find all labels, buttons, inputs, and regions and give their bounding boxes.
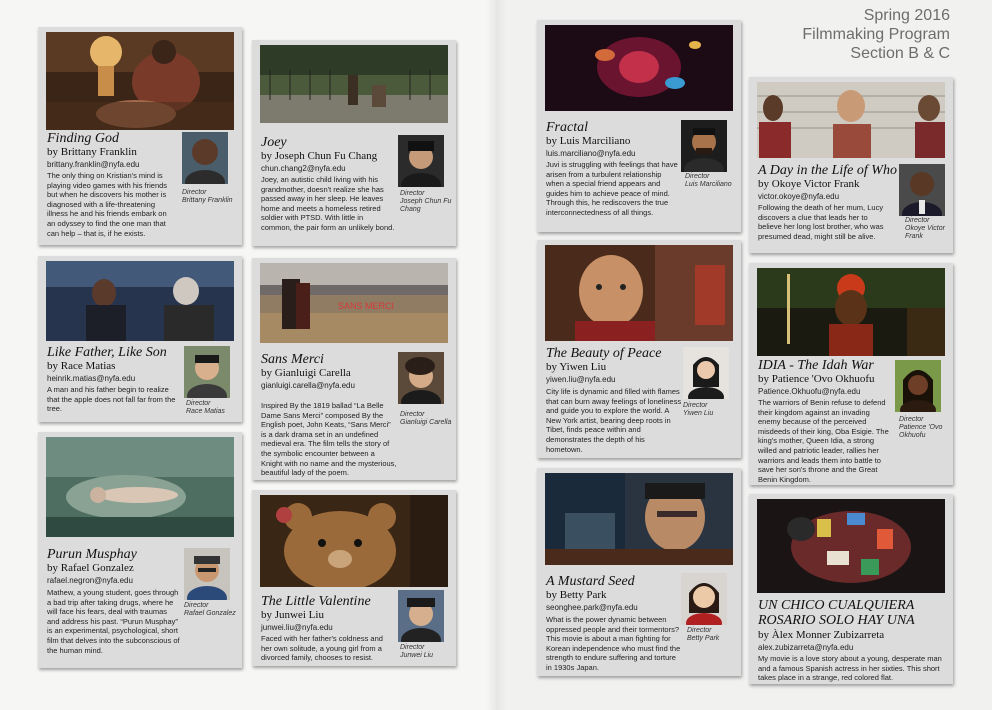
- film-card-finding-god: [38, 27, 242, 245]
- film-still: [260, 263, 448, 343]
- film-email: yiwen.liu@nyfa.edu: [546, 375, 616, 384]
- director-name: Luis Marciliano: [685, 181, 732, 188]
- director-name: Brittany Franklin: [182, 197, 233, 204]
- film-card-purun-musphay: [38, 432, 242, 668]
- director-portrait: [681, 120, 727, 172]
- film-director-byline: by Junwei Liu: [261, 609, 324, 621]
- film-email: gianluigi.carella@nyfa.edu: [261, 381, 355, 390]
- film-title-line2: ROSARIO SOLO HAY UNA: [758, 613, 915, 628]
- film-email: alex.zubizarreta@nyfa.edu: [758, 643, 854, 652]
- film-director-byline: by Rafael Gonzalez: [47, 562, 134, 574]
- film-description: My movie is a love story about a young, desperate man and a famous Spanish actress in her sixties. This short takes place in a strange, red colored flat.: [758, 654, 942, 683]
- film-email: brittany.franklin@nyfa.edu: [47, 160, 140, 169]
- film-director-byline: by Yiwen Liu: [546, 361, 607, 373]
- svg-text:SANS MERCI: SANS MERCI: [338, 301, 395, 311]
- director-name: Okoye Victor Frank: [905, 225, 945, 240]
- film-still: [46, 261, 234, 341]
- film-description: The warriors of Benin refuse to defend their kingdom against an invading enemy because of the perceived misdeeds of their king, Oba Esigie. The king's mother, Queen Idia, a strong willed and patriotic leader, rallies her warriors and leads them into battle to save her son's throne and the Great Benin Kingdom.: [758, 398, 889, 484]
- film-card-like-father-like-son: [38, 256, 242, 422]
- director-label: Director Betty Park: [687, 627, 737, 643]
- film-still: [260, 45, 448, 123]
- film-description: Juvi is struggling with feelings that have arisen from a turbulent relationship when a special friend appears and guides him to achieve peace of mind. Through this, he rediscovers the true interconnectedness of all things.: [546, 160, 678, 217]
- director-label: Director Brittany Franklin: [182, 189, 238, 205]
- film-card-un-chico-cualquiera: [749, 494, 953, 684]
- film-director-byline: by Gianluigi Carella: [261, 367, 351, 379]
- director-portrait: [184, 346, 230, 398]
- header-section: Section B & C: [850, 45, 950, 62]
- director-label: Director Race Matias: [186, 400, 240, 416]
- director-portrait: [895, 360, 941, 412]
- film-title: Purun Musphay: [47, 547, 137, 562]
- director-portrait: [184, 548, 230, 600]
- film-description: Mathew, a young student, goes through a bad trip after taking drugs, where he will face his fears, deal with traumas and address his past. “Purun Musphay” is an experimental, psychological, short film that delves into the subconscious of the human mind.: [47, 588, 180, 655]
- film-description: Inspired By the 1819 ballad “La Belle Dame Sans Merci” composed By the English poet, John Keats, “Sans Merci” is a dark drama set in an undefined medieval era. The film tells the story of the symbolic encounter between a Knight with no name and the mysterious, beautiful lady of the poem.: [261, 401, 397, 478]
- director-name: Junwei Liu: [400, 652, 434, 659]
- film-description: Joey, an autistic child living with his grandmother, doesn't realize she has passed away in her sleep. He leaves home and meets a homeless retired soldier with PTSD. With little in common, the pair form an unlikely bond.: [261, 175, 395, 232]
- film-title: A Day in the Life of Who: [758, 163, 897, 178]
- film-email: junwei.liu@nyfa.edu: [261, 623, 333, 632]
- page-gutter: [486, 0, 506, 710]
- director-label: Director Patience 'Ovo Okhuofu: [899, 416, 951, 440]
- director-portrait: [683, 347, 729, 399]
- director-portrait: [681, 573, 727, 625]
- film-description: Faced with her father's coldness and her own solitude, a young girl from a divorced family, chooses to resist.: [261, 634, 383, 663]
- film-card-sans-merci: [252, 258, 456, 480]
- film-email: Patience.Okhuofu@nyfa.edu: [758, 387, 861, 396]
- film-description: A man and his father begin to realize that the apple does not fall far from the tree.: [47, 385, 176, 414]
- film-still: [757, 499, 945, 593]
- director-portrait: [398, 590, 444, 642]
- director-name: Rafael Gonzalez: [184, 610, 236, 617]
- film-description: City life is dynamic and filled with flames that can burn away feelings of loneliness and guide you to explore the world. A New York artist, bearing deep roots in Tibet, finds peace within and demonstrates the depth of his hometown.: [546, 387, 682, 454]
- director-label: Director Joseph Chun Fu Chang: [400, 190, 452, 213]
- director-name: Betty Park: [687, 635, 720, 642]
- film-still: [46, 437, 234, 537]
- director-portrait: [899, 164, 945, 216]
- film-director-byline: by Race Matias: [47, 360, 116, 372]
- film-description: What is the power dynamic between oppressed people and their tormentors? This movie is about a man fighting for Korean independence who must find the strength to endure suffering and torture in 1930s Japan.: [546, 615, 681, 672]
- film-title: A Mustard Seed: [546, 574, 635, 589]
- director-name: Joseph Chun Fu Chang: [400, 198, 452, 213]
- film-director-byline: by Patience 'Ovo Okhuofu: [758, 373, 875, 385]
- film-title: The Beauty of Peace: [546, 346, 662, 361]
- film-title: Fractal: [546, 120, 588, 135]
- film-email: victor.okoye@nyfa.edu: [758, 192, 840, 201]
- film-still: [545, 25, 733, 111]
- director-portrait: [398, 352, 444, 404]
- film-still: [545, 245, 733, 341]
- film-still: [260, 495, 448, 587]
- director-label: Director Luis Marciliano: [685, 173, 739, 189]
- film-email: chun.chang2@nyfa.edu: [261, 164, 346, 173]
- director-label: Director Gianluigi Carella: [400, 411, 454, 427]
- film-description: Following the death of her mum, Lucy discovers a clue that leads her to believe her long lost brother, who was presumed dead, might still be alive.: [758, 203, 884, 241]
- director-label: Director Junwei Liu: [400, 644, 454, 660]
- film-director-byline: by Betty Park: [546, 589, 607, 601]
- film-email: luis.marciliano@nyfa.edu: [546, 149, 636, 158]
- director-name: Gianluigi Carella: [400, 419, 452, 426]
- film-title: Sans Merci: [261, 352, 324, 367]
- film-card-little-valentine: [252, 490, 456, 666]
- film-still: [545, 473, 733, 565]
- film-director-byline: by Àlex Monner Zubizarreta: [758, 629, 885, 641]
- director-label: Director Okoye Victor Frank: [905, 217, 953, 241]
- director-portrait: [182, 132, 228, 184]
- film-card-fractal: [537, 20, 741, 232]
- film-title: Joey: [261, 135, 287, 150]
- film-email: seonghee.park@nyfa.edu: [546, 603, 638, 612]
- film-director-byline: by Joseph Chun Fu Chang: [261, 150, 378, 162]
- film-title: IDIA - The Idah War: [758, 358, 874, 373]
- film-description: The only thing on Kristian's mind is playing video games with his friends but when he discovers his mother is diagnosed with a life-threatening illness he and his friends embark on an odyssey to find the one man that can help – that is, if he exists.: [47, 171, 168, 238]
- director-name: Patience 'Ovo Okhuofu: [899, 424, 943, 439]
- film-title-line1: UN CHICO CUALQUIERA: [758, 598, 915, 613]
- film-still: [46, 32, 234, 130]
- director-name: Yiwen Liu: [683, 410, 714, 417]
- header-term: Spring 2016: [863, 7, 950, 24]
- film-director-byline: by Luis Marciliano: [546, 135, 631, 147]
- film-title: Finding God: [47, 131, 119, 146]
- film-still: [757, 268, 945, 356]
- director-label: Director Rafael Gonzalez: [184, 602, 240, 618]
- film-card-joey: [252, 40, 456, 246]
- film-still: [757, 82, 945, 158]
- director-label: Director Yiwen Liu: [683, 402, 739, 418]
- header-program: Filmmaking Program: [802, 26, 950, 43]
- film-title: Like Father, Like Son: [47, 345, 167, 360]
- film-email: rafael.negron@nyfa.edu: [47, 576, 133, 585]
- director-name: Race Matias: [186, 408, 225, 415]
- film-title: The Little Valentine: [261, 594, 371, 609]
- film-card-beauty-of-peace: [537, 240, 741, 458]
- program-header: [802, 6, 950, 63]
- film-director-byline: by Okoye Victor Frank: [758, 178, 860, 190]
- director-portrait: [398, 135, 444, 187]
- film-director-byline: by Brittany Franklin: [47, 146, 137, 158]
- film-card-a-mustard-seed: [537, 468, 741, 676]
- film-card-a-day-in-the-life-of-who: [749, 77, 953, 253]
- film-card-idia-the-idah-war: [749, 263, 953, 485]
- film-email: heinrik.matias@nyfa.edu: [47, 374, 136, 383]
